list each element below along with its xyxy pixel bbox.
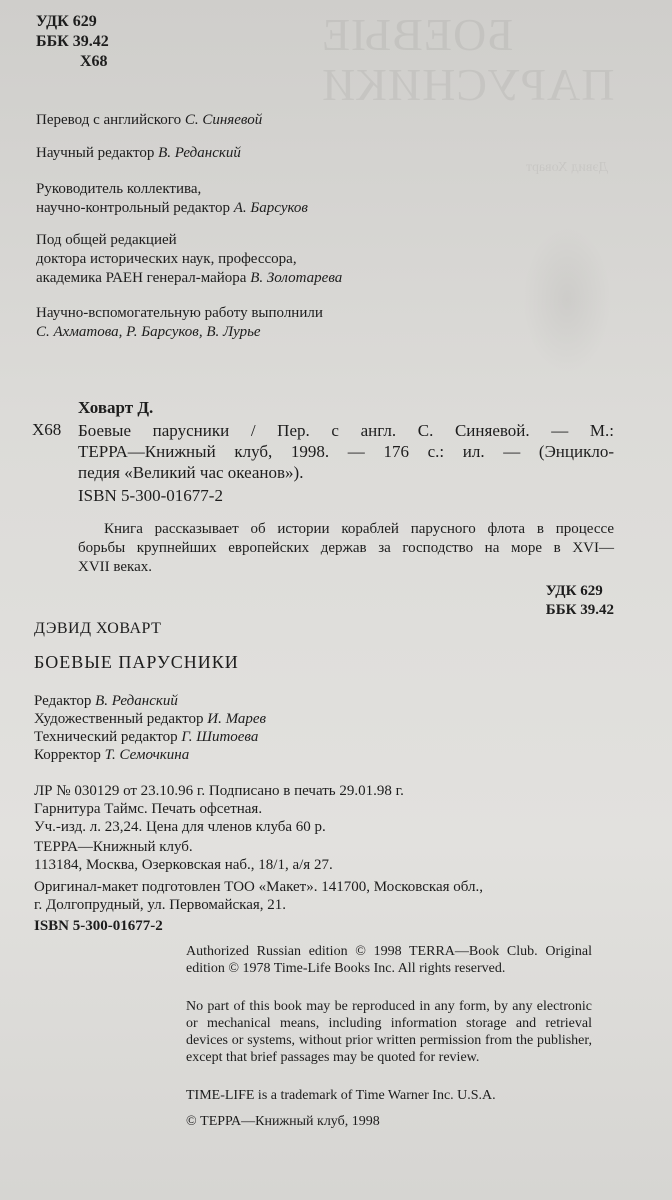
catalog-code: Х68 (32, 420, 62, 439)
print-details: ЛР № 030129 от 23.10.96 г. Подписано в печать 29.01.98 г. Гарнитура Таймс. Печать офсетная. Уч.-изд. л. 23,24. Цена для членов клуба 60 р. (34, 783, 404, 835)
colophon-title: БОЕВЫЕ ПАРУСНИКИ (34, 652, 239, 672)
credit-general-editor: Под общей редакцией доктора исторических наук, профессора, академика РАЕН генерал-майора В. Золотарева (36, 232, 343, 286)
udk-code: УДК 629 (36, 13, 97, 30)
staff-editor: Редактор В. Реданский (34, 693, 178, 709)
credit-assistants: Научно-вспомогательную работу выполнили С. Ахматова, Р. Барсуков, В. Лурье (36, 305, 323, 340)
staff-art-editor: Художественный редактор И. Марев (34, 711, 267, 727)
credit-sci-editor: Научный редактор В. Реданский (36, 145, 241, 161)
translator-name: С. Синяевой (184, 112, 263, 128)
catalog-description: Боевые парусники / Пер. с англ. С. Синяевой. — М.: ТЕРРА—Книжный клуб, 1998. — 176 с.: ил. — (Энцикло- педия «Великий час океанов»). (78, 421, 614, 482)
colophon-isbn: ISBN 5-300-01677-2 (34, 918, 163, 934)
assistant-names: С. Ахматова, Р. Барсуков, В. Лурье (36, 324, 261, 340)
colophon-author: ДЭВИД ХОВАРТ (34, 620, 162, 637)
catalog-udk-block (546, 582, 614, 620)
catalog-isbn: ISBN 5-300-01677-2 (78, 486, 223, 505)
copyright-notice: © ТЕРРА—Книжный клуб, 1998 (186, 1114, 380, 1129)
staff-proofreader: Корректор Т. Семочкина (34, 747, 190, 763)
reproduction-rights-notice: No part of this book may be reproduced in any form, by any electronic or mechanical means, including information storage and retrieval devices or systems, without prior written permission from the publisher, except that brief passages may be quoted for review. (186, 999, 592, 1065)
catalog-abstract: Книга рассказывает об истории кораблей парусного флота в процессе борьбы крупнейших европейских держав за господство на море в XVI— XVII веках. (78, 521, 614, 575)
authorized-edition-notice: Authorized Russian edition © 1998 TERRA—Book Club. Original edition © 1978 Time-Life Books Inc. All rights reserved. (186, 944, 592, 976)
reverse-page-bleedthrough-emblem (522, 225, 612, 375)
publisher-address: ТЕРРА—Книжный клуб. 113184, Москва, Озерковская наб., 18/1, а/я 27. (34, 839, 333, 873)
trademark-notice: TIME-LIFE is a trademark of Time Warner Inc. U.S.A. (186, 1088, 496, 1103)
team-lead-name: А. Барсуков (233, 200, 308, 216)
reverse-page-bleedthrough: БОЕВЫЕ ПАРУСНИКИ (320, 9, 614, 110)
catalog-bbk: ББК 39.42 (545, 602, 614, 618)
catalog-author: Ховарт Д. (78, 398, 154, 417)
udk-top-block (36, 12, 109, 72)
maket-info: Оригинал-макет подготовлен ТОО «Макет». 141700, Московская обл., г. Долгопрудный, ул. Первомайская, 21. (34, 879, 484, 913)
catalog-udk: УДК 629 (545, 583, 603, 599)
author-mark: Х68 (80, 53, 108, 70)
staff-tech-editor: Технический редактор Г. Шитоева (34, 729, 259, 745)
credit-team-lead: Руководитель коллектива, научно-контрольный редактор А. Барсуков (36, 181, 308, 216)
reverse-page-bleedthrough-subtitle: Дэвид Ховарт (525, 160, 608, 175)
credit-translation: Перевод с английского С. Синяевой (36, 112, 263, 128)
general-editor-name: В. Золотарева (250, 270, 343, 286)
sci-editor-name: В. Реданский (158, 145, 241, 161)
bbk-code: ББК 39.42 (36, 33, 109, 50)
colophon-staff (34, 692, 266, 764)
